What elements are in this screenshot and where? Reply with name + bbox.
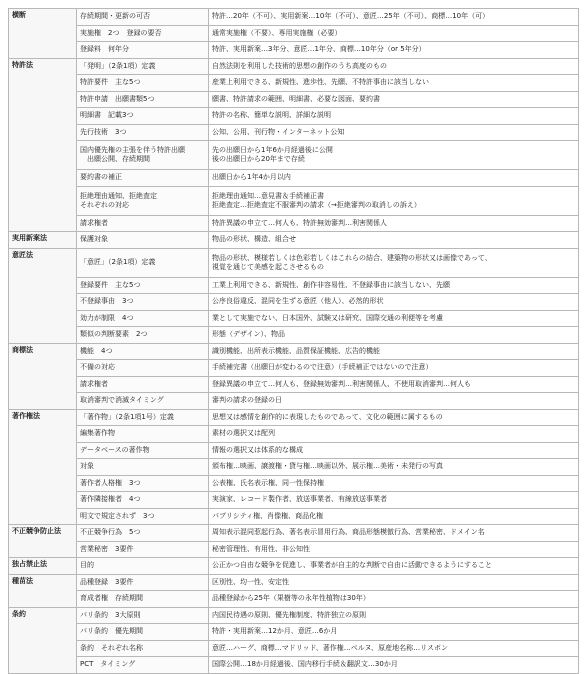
table-row: [9, 607, 579, 624]
description-cell: 公正かつ自由な競争を促進し、事業者が自主的な判断で自由に活動できるようにすること: [209, 558, 579, 575]
category-cell: [9, 475, 77, 492]
description-cell: 願書、特許請求の範囲、明細書、必要な図面、要約書: [209, 91, 579, 108]
item-cell: 先行技術 3つ: [77, 124, 209, 141]
category-cell: 不正競争防止法: [9, 525, 77, 542]
category-cell: [9, 393, 77, 410]
item-cell: 「発明」（2条1項）定義: [77, 58, 209, 75]
item-cell: 登録要件 主な5つ: [77, 277, 209, 294]
item-cell: 不備の対応: [77, 360, 209, 377]
table-row: [9, 25, 579, 42]
table-row: [9, 215, 579, 232]
table-row: [9, 360, 579, 377]
item-cell: 保護対象: [77, 232, 209, 249]
description-cell: 登録異議の申立て…何人も、登録無効審判…利害関係人、不使用取消審判…何人も: [209, 376, 579, 393]
item-cell: 対象: [77, 459, 209, 476]
item-cell: 効力が制限 4つ: [77, 310, 209, 327]
description-cell: 公表権、氏名表示権、同一性保持権: [209, 475, 579, 492]
item-cell: 請求権者: [77, 215, 209, 232]
category-cell: [9, 141, 77, 170]
item-cell: 登録料 何年分: [77, 42, 209, 59]
description-cell: 手続補完書（出願日が変わるので注意）（手続補正ではないので注意）: [209, 360, 579, 377]
table-row: [9, 492, 579, 509]
table-row: [9, 343, 579, 360]
description-cell: 素材の選択又は配列: [209, 426, 579, 443]
category-cell: [9, 170, 77, 187]
item-cell: 営業秘密 3要件: [77, 541, 209, 558]
table-row: [9, 170, 579, 187]
table-row: [9, 124, 579, 141]
table-row: [9, 232, 579, 249]
category-cell: [9, 277, 77, 294]
item-cell: 請求権者: [77, 376, 209, 393]
category-cell: [9, 426, 77, 443]
category-cell: [9, 541, 77, 558]
category-cell: [9, 294, 77, 311]
item-cell: 実施権 2つ 登録の要否: [77, 25, 209, 42]
table-row: [9, 75, 579, 92]
item-cell: 要約書の補正: [77, 170, 209, 187]
table-row: [9, 42, 579, 59]
table-row: [9, 9, 579, 26]
category-cell: 横断: [9, 9, 77, 26]
category-cell: 著作権法: [9, 409, 77, 426]
category-cell: 種苗法: [9, 574, 77, 591]
table-row: [9, 91, 579, 108]
description-cell: 業として実施でない、日本国外、試験又は研究、国際交通の利便等を考慮: [209, 310, 579, 327]
item-cell: 著作者人格権 3つ: [77, 475, 209, 492]
table-row: [9, 657, 579, 674]
table-row: [9, 409, 579, 426]
category-cell: 特許法: [9, 58, 77, 75]
item-cell: 著作隣接権者 4つ: [77, 492, 209, 509]
item-cell: 類似の判断要素 2つ: [77, 327, 209, 344]
item-cell: パリ条約 3大原則: [77, 607, 209, 624]
table-body: [9, 9, 579, 674]
table-row: [9, 327, 579, 344]
category-cell: [9, 91, 77, 108]
item-cell: 明文で規定されず 3つ: [77, 508, 209, 525]
item-cell: 育成者権 存続期間: [77, 591, 209, 608]
description-cell: 物品の形状、模様若しくは色彩若しくはこれらの結合、建築物の形状又は画像であって、 視覚を通じて美感を起こさせるもの: [209, 248, 579, 277]
description-cell: 特許…20年（不可）、実用新案…10年（不可）、意匠…25年（不可）、商標…10年（可）: [209, 9, 579, 26]
item-cell: 「著作物」（2条1項1号）定義: [77, 409, 209, 426]
table-row: [9, 376, 579, 393]
description-cell: 思想又は感情を創作的に表現したものであって、文化の範囲に属するもの: [209, 409, 579, 426]
ip-summary-table: [8, 8, 579, 674]
category-cell: [9, 25, 77, 42]
description-cell: 識別機能、出所表示機能、品質保証機能、広告的機能: [209, 343, 579, 360]
item-cell: 拒絶理由通知、拒絶査定 それぞれの対応: [77, 186, 209, 215]
description-cell: 秘密管理性、有用性、非公知性: [209, 541, 579, 558]
description-cell: 物品の形状、構造、組合せ: [209, 232, 579, 249]
category-cell: 意匠法: [9, 248, 77, 277]
ip-summary-sheet: [8, 8, 578, 674]
category-cell: [9, 124, 77, 141]
description-cell: 公序良俗違反、混同を生ずる意匠（他人）、必然的形状: [209, 294, 579, 311]
description-cell: 意匠…ハーグ、商標…マドリッド、著作権…ベルヌ、原産地名称…リスボン: [209, 640, 579, 657]
category-cell: [9, 327, 77, 344]
category-cell: [9, 75, 77, 92]
category-cell: [9, 442, 77, 459]
table-row: [9, 475, 579, 492]
description-cell: 通常実施権（不要）、専用実施権（必要）: [209, 25, 579, 42]
table-row: [9, 459, 579, 476]
category-cell: [9, 42, 77, 59]
description-cell: 特許の名称、簡単な説明、詳細な説明: [209, 108, 579, 125]
item-cell: 「意匠」（2条1項）定義: [77, 248, 209, 277]
table-row: [9, 58, 579, 75]
table-row: [9, 393, 579, 410]
table-row: [9, 574, 579, 591]
description-cell: 工業上利用できる、新規性、創作非容易性、不登録事由に該当しない、先願: [209, 277, 579, 294]
description-cell: 形態（デザイン）、物品: [209, 327, 579, 344]
table-row: [9, 141, 579, 170]
table-row: [9, 640, 579, 657]
table-row: [9, 426, 579, 443]
item-cell: 機能 4つ: [77, 343, 209, 360]
item-cell: 特許申請 出願書類5つ: [77, 91, 209, 108]
category-cell: [9, 186, 77, 215]
table-row: [9, 277, 579, 294]
item-cell: 国内優先権の主張を伴う特許出願 出願公開、存続期間: [77, 141, 209, 170]
item-cell: 目的: [77, 558, 209, 575]
table-row: [9, 508, 579, 525]
table-row: [9, 294, 579, 311]
item-cell: 特許要件 主な5つ: [77, 75, 209, 92]
description-cell: 公知、公用、刊行物・インターネット公知: [209, 124, 579, 141]
description-cell: 審判の請求の登録の日: [209, 393, 579, 410]
description-cell: 周知表示混同惹起行為、著名表示冒用行為、商品形態模倣行為、営業秘密、ドメイン名: [209, 525, 579, 542]
table-row: [9, 591, 579, 608]
item-cell: データベースの著作物: [77, 442, 209, 459]
table-row: [9, 108, 579, 125]
category-cell: [9, 508, 77, 525]
description-cell: 品種登録から25年（果樹等の永年性植物は30年）: [209, 591, 579, 608]
item-cell: 明細書 記載3つ: [77, 108, 209, 125]
table-row: [9, 558, 579, 575]
table-row: [9, 248, 579, 277]
category-cell: [9, 624, 77, 641]
category-cell: [9, 108, 77, 125]
table-row: [9, 186, 579, 215]
item-cell: PCT タイミング: [77, 657, 209, 674]
item-cell: パリ条約 優先期間: [77, 624, 209, 641]
description-cell: 先の出願日から1年6か月経過後に公開 後の出願日から20年まで存続: [209, 141, 579, 170]
table-row: [9, 310, 579, 327]
category-cell: 実用新案法: [9, 232, 77, 249]
category-cell: 商標法: [9, 343, 77, 360]
category-cell: 独占禁止法: [9, 558, 77, 575]
description-cell: 自然法則を利用した技術的思想の創作のうち高度のもの: [209, 58, 579, 75]
category-cell: [9, 640, 77, 657]
item-cell: 品種登録 3要件: [77, 574, 209, 591]
description-cell: 特許・実用新案…12か月、意匠…6か月: [209, 624, 579, 641]
description-cell: 区別性、均一性、安定性: [209, 574, 579, 591]
table-row: [9, 525, 579, 542]
category-cell: [9, 376, 77, 393]
category-cell: [9, 657, 77, 674]
item-cell: 存続期間・更新の可否: [77, 9, 209, 26]
item-cell: 不登録事由 3つ: [77, 294, 209, 311]
description-cell: 産業上利用できる、新規性、進歩性、先願、不特許事由に該当しない: [209, 75, 579, 92]
table-row: [9, 624, 579, 641]
description-cell: 内国民待遇の原則、優先権制度、特許独立の原則: [209, 607, 579, 624]
description-cell: パブリシティ権、肖像権、商品化権: [209, 508, 579, 525]
description-cell: 情報の選択又は体系的な構成: [209, 442, 579, 459]
description-cell: 国際公開…18か月経過後、国内移行手続＆翻訳文…30か月: [209, 657, 579, 674]
category-cell: [9, 310, 77, 327]
category-cell: 条約: [9, 607, 77, 624]
item-cell: 条約 それぞれ名称: [77, 640, 209, 657]
description-cell: 特許、実用新案…3年分、意匠…1年分、商標…10年分（or 5年分）: [209, 42, 579, 59]
description-cell: 拒絶理由通知…意見書＆手続補正書 拒絶査定…拒絶査定不服審判の請求（→拒絶審判の取消しの訴え）: [209, 186, 579, 215]
category-cell: [9, 360, 77, 377]
description-cell: 特許異議の申立て…何人も、特許無効審判…利害関係人: [209, 215, 579, 232]
item-cell: 編集著作物: [77, 426, 209, 443]
category-cell: [9, 459, 77, 476]
description-cell: 実演家、レコード製作者、放送事業者、有線放送事業者: [209, 492, 579, 509]
category-cell: [9, 215, 77, 232]
category-cell: [9, 492, 77, 509]
table-row: [9, 442, 579, 459]
description-cell: 頒布権…映画、譲渡権・貸与権…映画以外、展示権…美術・未発行の写真: [209, 459, 579, 476]
table-row: [9, 541, 579, 558]
description-cell: 出願日から1年4か月以内: [209, 170, 579, 187]
item-cell: 不正競争行為 5つ: [77, 525, 209, 542]
category-cell: [9, 591, 77, 608]
item-cell: 取消審判で消滅タイミング: [77, 393, 209, 410]
